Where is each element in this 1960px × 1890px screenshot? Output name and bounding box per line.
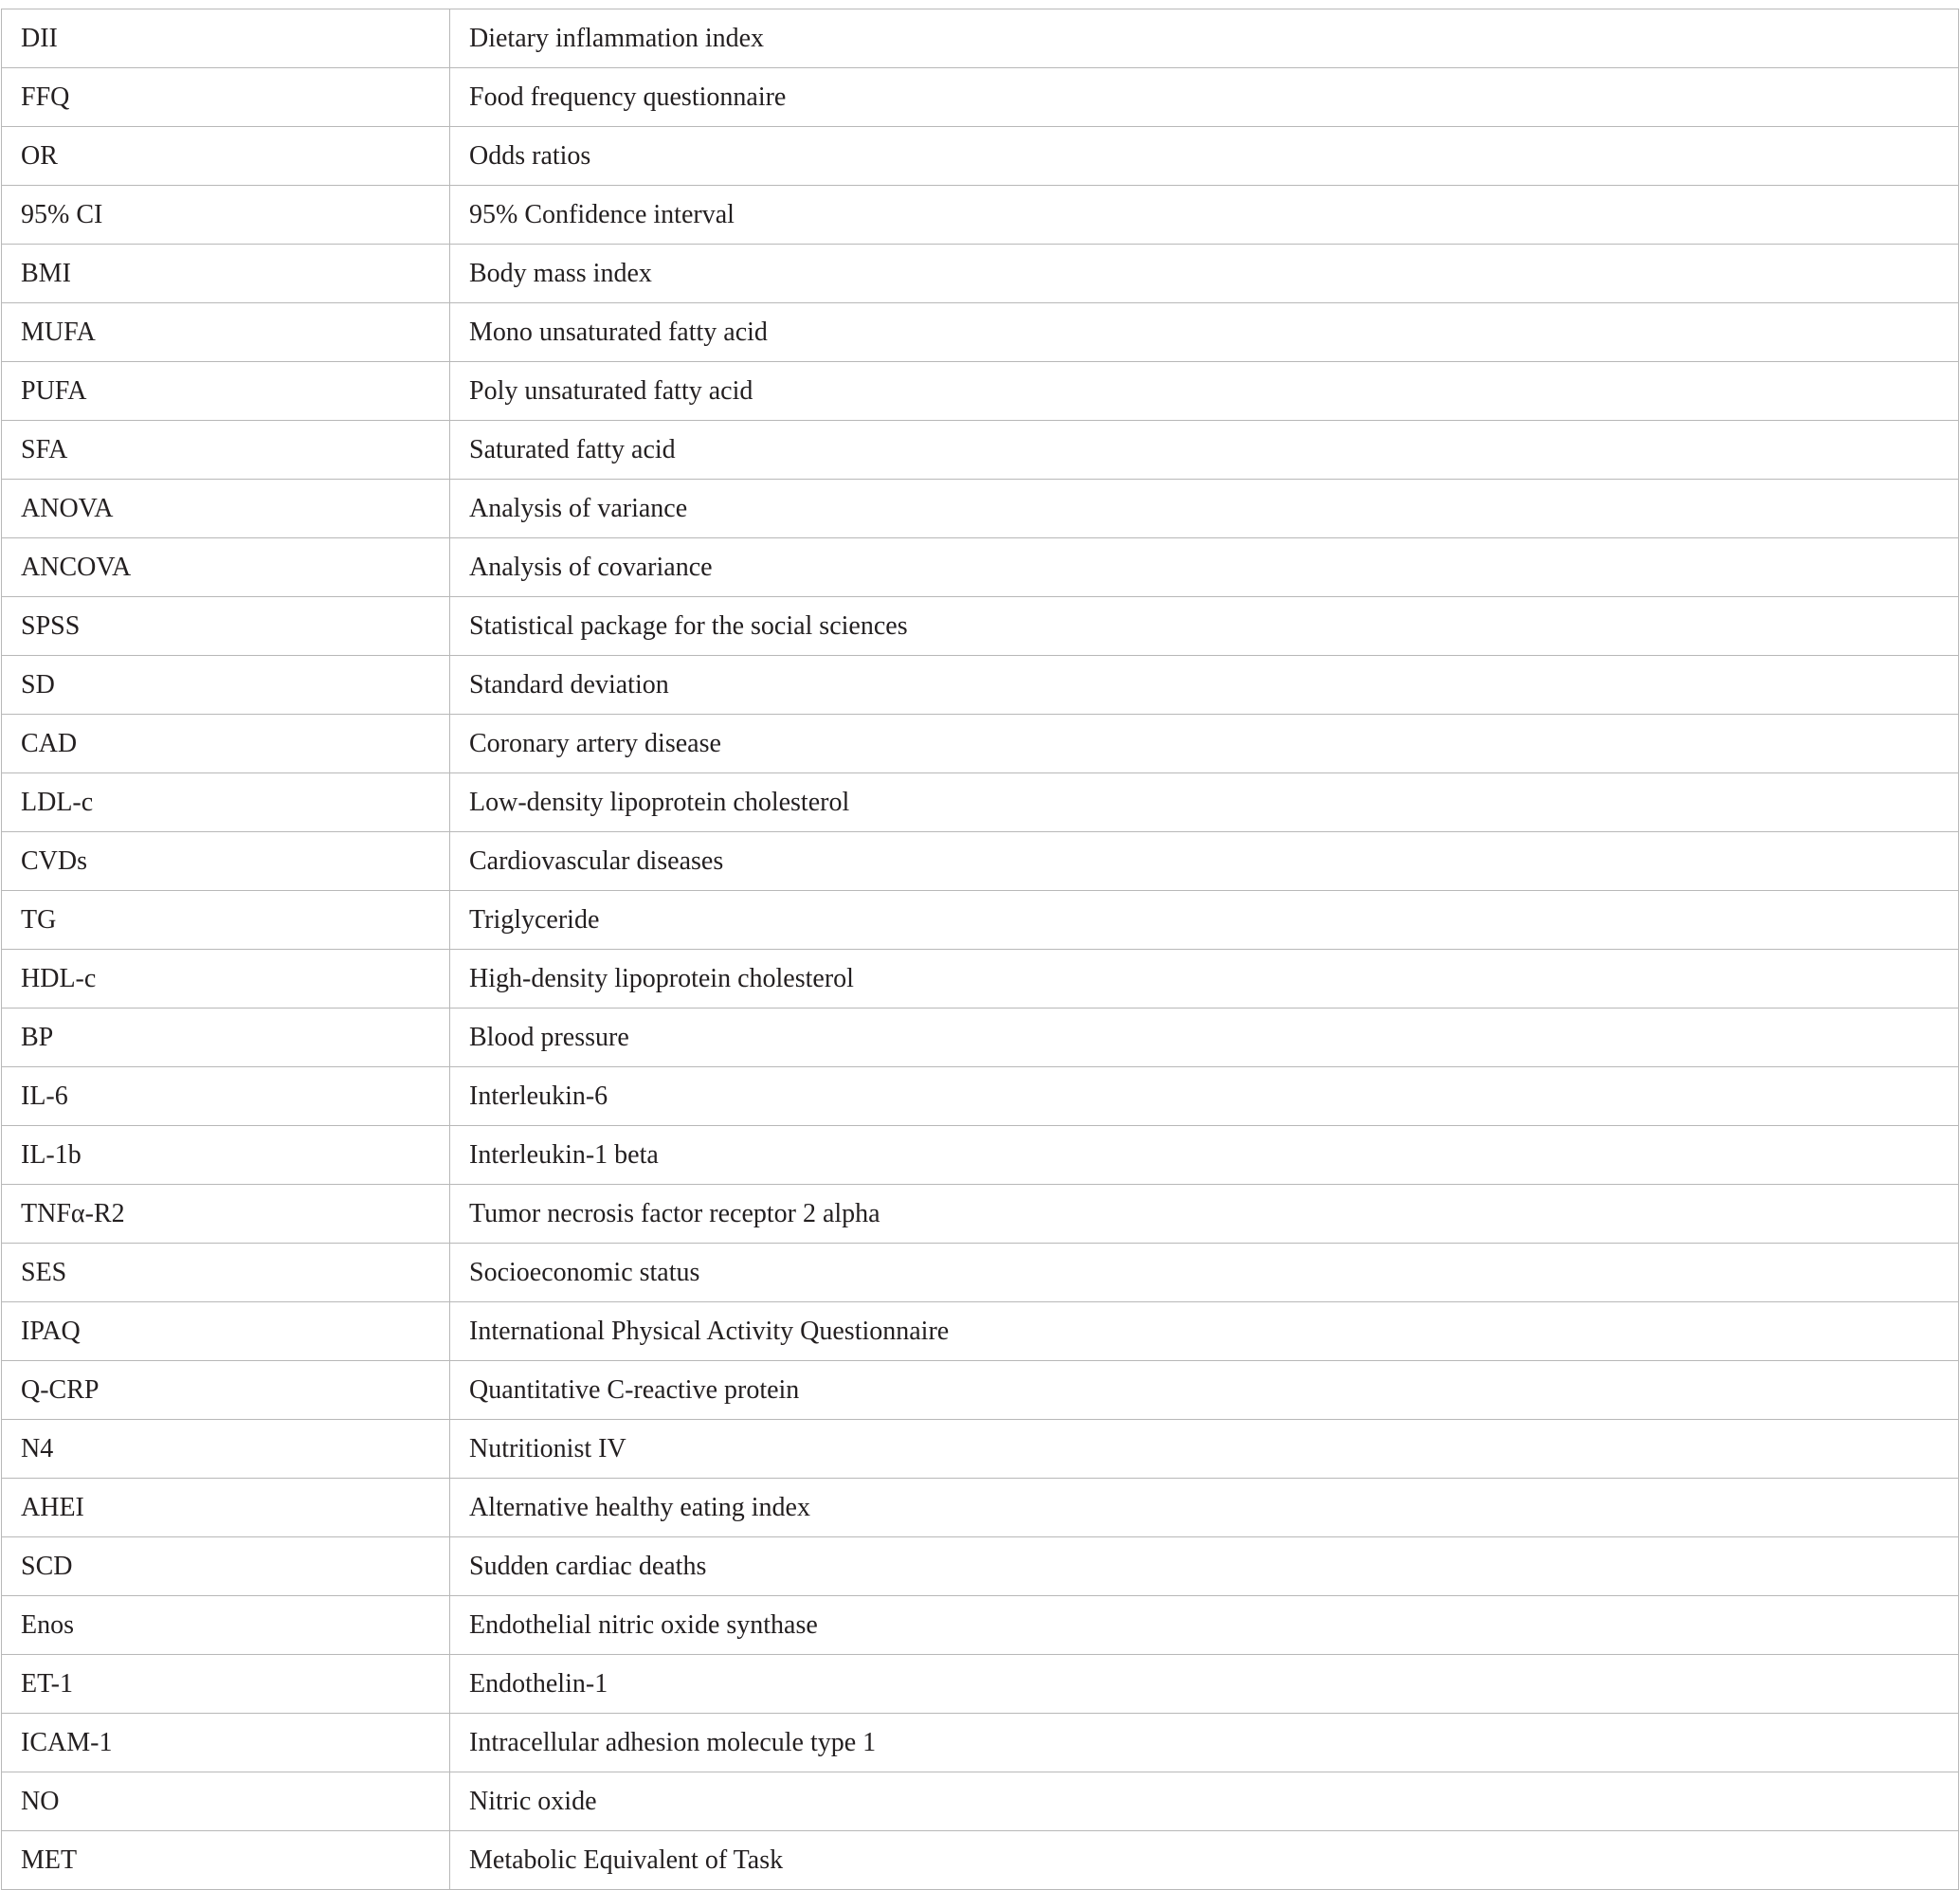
definition-cell: Statistical package for the social sciences: [450, 597, 1959, 656]
table-row: [2, 1655, 1959, 1714]
definition-cell: Low-density lipoprotein cholesterol: [450, 773, 1959, 832]
definition-cell: Cardiovascular diseases: [450, 832, 1959, 891]
definition-cell: Mono unsaturated fatty acid: [450, 303, 1959, 362]
definition-cell: Metabolic Equivalent of Task: [450, 1831, 1959, 1890]
abbreviation-cell: CVDs: [2, 832, 450, 891]
abbreviation-cell: TNFα-R2: [2, 1185, 450, 1244]
abbreviations-table-body: [2, 9, 1959, 1890]
abbreviation-cell: FFQ: [2, 68, 450, 127]
table-row: [2, 1420, 1959, 1479]
abbreviation-cell: SD: [2, 656, 450, 715]
table-row: [2, 68, 1959, 127]
abbreviation-cell: ANOVA: [2, 480, 450, 538]
abbreviation-cell: ANCOVA: [2, 538, 450, 597]
abbreviation-cell: AHEI: [2, 1479, 450, 1537]
definition-cell: International Physical Activity Questionnaire: [450, 1302, 1959, 1361]
abbreviation-cell: ET-1: [2, 1655, 450, 1714]
abbreviation-cell: MET: [2, 1831, 450, 1890]
definition-cell: Body mass index: [450, 245, 1959, 303]
table-row: [2, 1009, 1959, 1067]
abbreviation-cell: LDL-c: [2, 773, 450, 832]
definition-cell: Sudden cardiac deaths: [450, 1537, 1959, 1596]
definition-cell: Food frequency questionnaire: [450, 68, 1959, 127]
abbreviation-cell: SCD: [2, 1537, 450, 1596]
table-row: [2, 1772, 1959, 1831]
definition-cell: Tumor necrosis factor receptor 2 alpha: [450, 1185, 1959, 1244]
table-row: [2, 421, 1959, 480]
table-row: [2, 1537, 1959, 1596]
abbreviation-cell: SES: [2, 1244, 450, 1302]
abbreviations-table: [1, 9, 1959, 1890]
table-row: [2, 597, 1959, 656]
abbreviation-cell: N4: [2, 1420, 450, 1479]
definition-cell: Nutritionist IV: [450, 1420, 1959, 1479]
definition-cell: Standard deviation: [450, 656, 1959, 715]
table-row: [2, 656, 1959, 715]
abbreviation-cell: 95% CI: [2, 186, 450, 245]
definition-cell: Coronary artery disease: [450, 715, 1959, 773]
definition-cell: High-density lipoprotein cholesterol: [450, 950, 1959, 1009]
abbreviation-cell: ICAM-1: [2, 1714, 450, 1772]
definition-cell: Quantitative C-reactive protein: [450, 1361, 1959, 1420]
definition-cell: Saturated fatty acid: [450, 421, 1959, 480]
table-row: [2, 1067, 1959, 1126]
table-row: [2, 891, 1959, 950]
definition-cell: Interleukin-6: [450, 1067, 1959, 1126]
table-row: [2, 480, 1959, 538]
table-row: [2, 1831, 1959, 1890]
definition-cell: 95% Confidence interval: [450, 186, 1959, 245]
definition-cell: Socioeconomic status: [450, 1244, 1959, 1302]
abbreviation-cell: MUFA: [2, 303, 450, 362]
definition-cell: Intracellular adhesion molecule type 1: [450, 1714, 1959, 1772]
table-row: [2, 773, 1959, 832]
definition-cell: Endothelin-1: [450, 1655, 1959, 1714]
table-row: [2, 1185, 1959, 1244]
table-row: [2, 715, 1959, 773]
table-row: [2, 127, 1959, 186]
definition-cell: Triglyceride: [450, 891, 1959, 950]
table-row: [2, 1479, 1959, 1537]
definition-cell: Alternative healthy eating index: [450, 1479, 1959, 1537]
abbreviation-cell: CAD: [2, 715, 450, 773]
abbreviation-cell: IL-6: [2, 1067, 450, 1126]
abbreviation-cell: IL-1b: [2, 1126, 450, 1185]
table-row: [2, 186, 1959, 245]
definition-cell: Odds ratios: [450, 127, 1959, 186]
abbreviation-cell: SFA: [2, 421, 450, 480]
definition-cell: Dietary inflammation index: [450, 9, 1959, 68]
definition-cell: Blood pressure: [450, 1009, 1959, 1067]
table-row: [2, 1126, 1959, 1185]
abbreviation-cell: Q-CRP: [2, 1361, 450, 1420]
table-row: [2, 1361, 1959, 1420]
table-row: [2, 245, 1959, 303]
abbreviation-cell: BP: [2, 1009, 450, 1067]
table-row: [2, 1596, 1959, 1655]
abbreviation-cell: Enos: [2, 1596, 450, 1655]
abbreviation-cell: OR: [2, 127, 450, 186]
definition-cell: Analysis of covariance: [450, 538, 1959, 597]
table-row: [2, 1714, 1959, 1772]
abbreviation-cell: DII: [2, 9, 450, 68]
definition-cell: Poly unsaturated fatty acid: [450, 362, 1959, 421]
abbreviation-cell: IPAQ: [2, 1302, 450, 1361]
table-row: [2, 832, 1959, 891]
abbreviation-cell: BMI: [2, 245, 450, 303]
definition-cell: Nitric oxide: [450, 1772, 1959, 1831]
abbreviation-cell: HDL-c: [2, 950, 450, 1009]
table-row: [2, 303, 1959, 362]
table-row: [2, 1302, 1959, 1361]
abbreviation-cell: PUFA: [2, 362, 450, 421]
table-row: [2, 9, 1959, 68]
abbreviation-cell: NO: [2, 1772, 450, 1831]
abbreviation-cell: TG: [2, 891, 450, 950]
table-row: [2, 362, 1959, 421]
definition-cell: Analysis of variance: [450, 480, 1959, 538]
abbreviation-cell: SPSS: [2, 597, 450, 656]
table-row: [2, 538, 1959, 597]
table-row: [2, 950, 1959, 1009]
definition-cell: Endothelial nitric oxide synthase: [450, 1596, 1959, 1655]
table-row: [2, 1244, 1959, 1302]
definition-cell: Interleukin-1 beta: [450, 1126, 1959, 1185]
